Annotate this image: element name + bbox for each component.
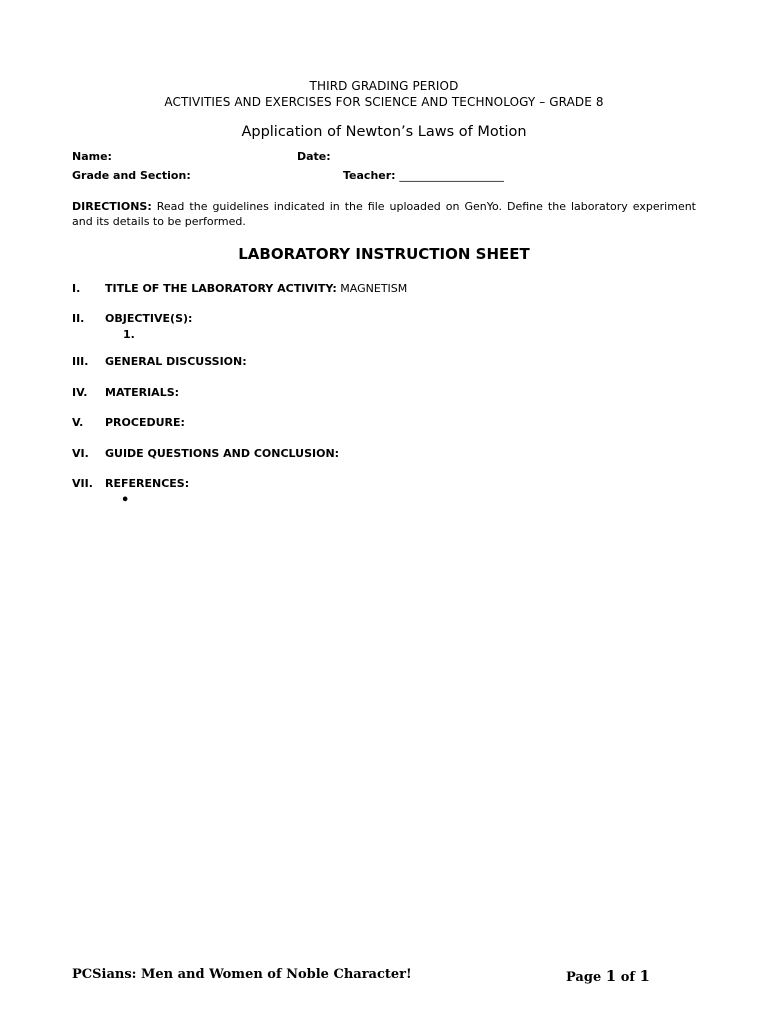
grade-section-field xyxy=(72,169,191,182)
section-label: GENERAL DISCUSSION: xyxy=(105,355,247,368)
section-label: TITLE OF THE LABORATORY ACTIVITY: xyxy=(105,282,337,295)
directions-label: DIRECTIONS: xyxy=(72,200,152,213)
name-label: Name: xyxy=(72,150,112,163)
teacher-blank-line: ___________________ xyxy=(399,169,504,182)
section-number: III. xyxy=(72,355,89,368)
grade-section-label: Grade and Section: xyxy=(72,169,191,182)
subject-heading: ACTIVITIES AND EXERCISES FOR SCIENCE AND TECHNOLOGY – GRADE 8 xyxy=(164,95,604,109)
page-total: 1 xyxy=(639,967,650,985)
page-current: 1 xyxy=(605,967,617,985)
section-label: GUIDE QUESTIONS AND CONCLUSION: xyxy=(105,447,340,460)
directions-paragraph xyxy=(72,199,696,229)
teacher-label: Teacher: xyxy=(343,169,396,182)
teacher-field xyxy=(343,169,504,182)
directions-text: Read the guidelines indicated in the file uploaded on GenYo. Define the laboratory experiment and its details to be performed. xyxy=(72,200,696,228)
section-label: REFERENCES: xyxy=(105,477,190,490)
section-number: V. xyxy=(72,416,84,429)
date-label: Date: xyxy=(297,150,331,163)
sheet-title: LABORATORY INSTRUCTION SHEET xyxy=(238,245,530,263)
grading-period-heading: THIRD GRADING PERIOD xyxy=(309,79,459,93)
section-number: VI. xyxy=(72,447,89,460)
section-number: IV. xyxy=(72,386,88,399)
objective-list-number: 1. xyxy=(123,328,135,341)
page-prefix: Page xyxy=(566,970,606,985)
activity-title-answer: MAGNETISM xyxy=(336,282,408,295)
section-label: PROCEDURE: xyxy=(105,416,185,429)
section-number: I. xyxy=(72,282,81,295)
document-title: Application of Newton’s Laws of Motion xyxy=(241,124,527,140)
section-label: MATERIALS: xyxy=(105,386,180,399)
footer-motto: PCSians: Men and Women of Noble Character! xyxy=(72,967,412,982)
footer-page-number xyxy=(566,967,650,985)
date-field xyxy=(297,150,331,163)
page-of: of xyxy=(616,970,640,985)
section-label: OBJECTIVE(S): xyxy=(105,312,193,325)
reference-bullet: • xyxy=(121,493,130,508)
name-field xyxy=(72,150,112,163)
section-number: VII. xyxy=(72,477,93,490)
section-number: II. xyxy=(72,312,85,325)
